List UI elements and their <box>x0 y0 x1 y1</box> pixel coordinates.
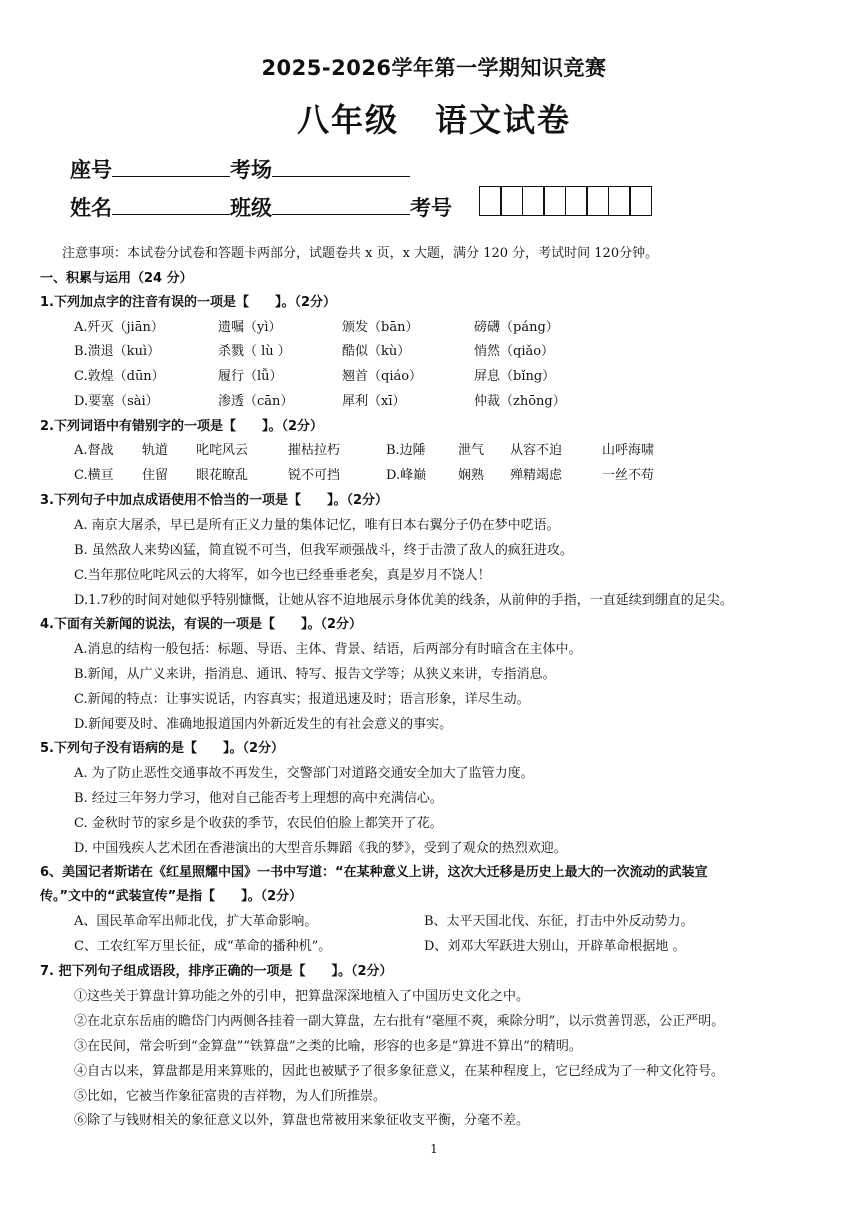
q3-option: C.当年那位叱咤风云的大将军，如今也已经垂垂老矣，真是岁月不饶人！ <box>74 568 491 583</box>
q7-sentence: ③在民间，常会听到“金算盘”“铁算盘”之类的比喻，形容的也多是“算进不算出”的精明。 <box>74 1039 582 1054</box>
q1-word: 犀利（xī） <box>342 394 406 409</box>
q1-word: 悄然（qiǎo） <box>474 344 555 359</box>
seat-field[interactable] <box>112 154 230 177</box>
digit-box[interactable] <box>586 186 609 216</box>
q1-word: 翘首（qiáo） <box>342 369 423 384</box>
question-2-stem: 2.下列词语中有错别字的一项是【 】。（2分） <box>40 419 324 434</box>
q1-word: C.敦煌（dūn） <box>74 369 165 384</box>
subject-label: 语文试卷 <box>435 101 572 139</box>
digit-box[interactable] <box>608 186 631 216</box>
q6-option: D、刘邓大军跃进大别山，开辟革命根据地 。 <box>424 939 686 954</box>
digit-box[interactable] <box>543 186 566 216</box>
digit-box[interactable] <box>629 186 652 216</box>
class-label: 班级 <box>230 196 272 220</box>
q2-word: 娴熟 <box>458 468 485 483</box>
q2-word: 摧枯拉朽 <box>288 443 341 458</box>
q2-word: A.督战 <box>74 443 114 458</box>
q4-option: C.新闻的特点：让事实说话，内容真实；报道迅速及时；语言形象，详尽生动。 <box>74 692 530 707</box>
exam-number-boxes[interactable] <box>480 186 652 216</box>
q1-word: 磅礴（páng） <box>474 320 559 335</box>
notice-text: 注意事项：本试卷分试卷和答题卡两部分，试题卷共 x 页，x 大题，满分 120 分，考试时间 120分钟。 <box>62 246 659 261</box>
q2-word: 从容不迫 <box>510 443 563 458</box>
digit-box[interactable] <box>500 186 523 216</box>
name-label: 姓名 <box>70 196 112 220</box>
q6-option: A、国民革命军出师北伐，扩大革命影响。 <box>74 914 318 929</box>
question-6-stem: 6、美国记者斯诺在《红星照耀中国》一书中写道：“在某种意义上讲，这次大迁移是历史上最大的一次流动的武装宣 <box>40 865 708 880</box>
q4-option: B.新闻，从广义来讲，指消息、通讯、特写、报告文学等；从狭义来讲，专指消息。 <box>74 667 556 682</box>
q2-word: 眼花瞭乱 <box>196 468 249 483</box>
q2-word: 山呼海啸 <box>602 443 655 458</box>
q5-option: B. 经过三年努力学习，他对自己能否考上理想的高中充满信心。 <box>74 791 443 806</box>
question-3-stem: 3.下列句子中加点成语使用不恰当的一项是【 】。（2分） <box>40 493 389 508</box>
q1-word: 渗透（cān） <box>218 394 294 409</box>
q2-word: 轨道 <box>142 443 169 458</box>
q1-word: 仲裁（zhōng） <box>474 394 566 409</box>
q4-option: D.新闻要及时、准确地报道国内外新近发生的有社会意义的事实。 <box>74 717 453 732</box>
q7-sentence: ⑥除了与钱财相关的象征意义以外，算盘也常被用来象征收支平衡，分毫不差。 <box>74 1113 530 1128</box>
q1-word: 遗嘱（yì） <box>218 320 282 335</box>
q3-option: A. 南京大屠杀，早已是所有正义力量的集体记忆，唯有日本右翼分子仍在梦中呓语。 <box>74 518 560 533</box>
question-4-stem: 4.下面有关新闻的说法，有误的一项是【 】。（2分） <box>40 617 363 632</box>
question-7-stem: 7. 把下列句子组成语段，排序正确的一项是【 】。（2分） <box>40 964 393 979</box>
q1-word: 颁发（bān） <box>342 320 419 335</box>
q1-word: A.歼灭（jiān） <box>74 320 164 335</box>
question-1-stem: 1.下列加点字的注音有误的一项是【 】。（2分） <box>40 295 337 310</box>
digit-box[interactable] <box>522 186 545 216</box>
q3-option: B. 虽然敌人来势凶猛，简直锐不可当，但我军顽强战斗，终于击溃了敌人的疯狂进攻。 <box>74 543 573 558</box>
room-label: 考场 <box>230 158 272 182</box>
room-field[interactable] <box>272 154 410 177</box>
q2-word: 住留 <box>142 468 169 483</box>
q1-word: B.溃退（kuì） <box>74 344 161 359</box>
q2-word: D.峰巅 <box>386 468 427 483</box>
q4-option: A.消息的结构一般包括：标题、导语、主体、背景、结语，后两部分有时暗含在主体中。 <box>74 642 582 657</box>
q5-option: D. 中国残疾人艺术团在香港演出的大型音乐舞蹈《我的梦》，受到了观众的热烈欢迎。 <box>74 841 567 856</box>
q3-option: D.1.7秒的时间对她似乎特别慷慨，让她从容不迫地展示身体优美的线条，从前伸的手指，一直延续到绷直的足尖。 <box>74 593 733 608</box>
q2-word: 锐不可挡 <box>288 468 341 483</box>
q5-option: C. 金秋时节的家乡是个收获的季节，农民伯伯脸上都笑开了花。 <box>74 816 443 831</box>
digit-box[interactable] <box>565 186 588 216</box>
digit-box[interactable] <box>479 186 502 216</box>
q6-option: B、太平天国北伐、东征，打击中外反动势力。 <box>424 914 694 929</box>
q1-word: 履行（lǚ） <box>218 369 283 384</box>
q1-word: D.要塞（sài） <box>74 394 159 409</box>
class-field[interactable] <box>272 192 410 215</box>
q2-word: C.横亘 <box>74 468 114 483</box>
name-field[interactable] <box>112 192 230 215</box>
q2-word: 叱咤风云 <box>196 443 249 458</box>
page-number: 1 <box>430 1142 438 1156</box>
q1-word: 酷似（kù） <box>342 344 411 359</box>
q1-word: 杀戮（ lù ） <box>218 344 291 359</box>
seat-label: 座号 <box>70 158 112 182</box>
q7-sentence: ①这些关于算盘计算功能之外的引申，把算盘深深地植入了中国历史文化之中。 <box>74 989 530 1004</box>
q2-word: B.边陲 <box>386 443 426 458</box>
q2-word: 泄气 <box>458 443 485 458</box>
info-row-1 <box>70 154 410 184</box>
section-heading: 一、积累与运用（24 分） <box>40 271 193 286</box>
q7-sentence: ④自古以来，算盘都是用来算账的，因此也被赋予了很多象征意义，在某种程度上，它已经成为了一种文化符号。 <box>74 1064 725 1079</box>
q7-sentence: ②在北京东岳庙的瞻岱门内两侧各挂着一副大算盘，左右批有“毫厘不爽，乘除分明”，以示赏善罚恶，公正严明。 <box>74 1014 725 1029</box>
q5-option: A. 为了防止恶性交通事故不再发生，交警部门对道路交通安全加大了监管力度。 <box>74 766 534 781</box>
q7-sentence: ⑤比如，它被当作象征富贵的吉祥物，为人们所推崇。 <box>74 1089 387 1104</box>
exam-subtitle <box>0 95 868 141</box>
question-6-stem-cont: 传。”文中的“武装宣传”是指【 】。（2分） <box>40 889 303 904</box>
q2-word: 一丝不苟 <box>602 468 655 483</box>
info-row-2 <box>70 192 452 222</box>
q6-option: C、工农红军万里长征，成“革命的播种机”。 <box>74 939 332 954</box>
question-5-stem: 5.下列句子没有语病的是【 】。（2分） <box>40 741 285 756</box>
q2-word: 殚精竭虑 <box>510 468 563 483</box>
grade-label: 八年级 <box>296 101 399 139</box>
q1-word: 屏息（bǐng） <box>474 369 556 384</box>
exam-title: 2025-2026学年第一学期知识竞赛 <box>261 56 607 80</box>
exam-number-label: 考号 <box>410 196 452 220</box>
